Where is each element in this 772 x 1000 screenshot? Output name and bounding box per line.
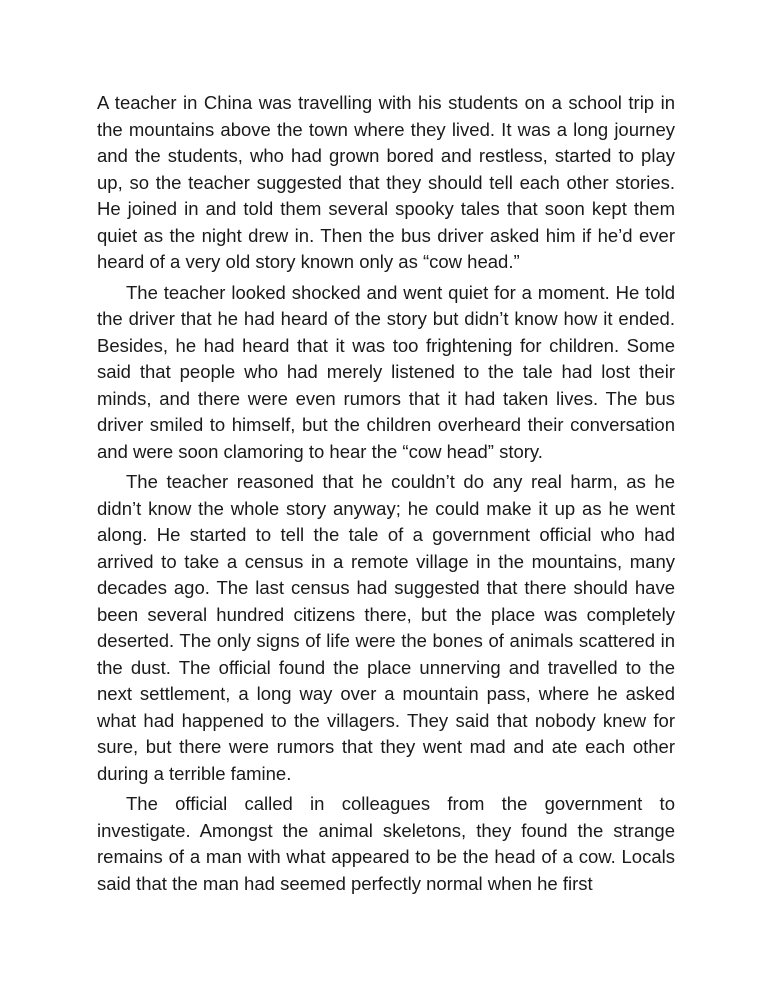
paragraph-2: The teacher looked shocked and went quiet for a moment. He told the driver that he had heard of the story but didn’t know how it ended. Besides, he had heard that it was too frightening for children. Some said that people who had merely listened to the tale had lost their minds, and there were even rumors that it had taken lives. The bus driver smiled to himself, but the children overheard their conversation and were soon clamoring to hear the “cow head” story.	[97, 281, 675, 462]
story-text	[97, 90, 675, 901]
paragraph-1: A teacher in China was travelling with his students on a school trip in the mountains above the town where they lived. It was a long journey and the students, who had grown bored and restless, started to play up, so the teacher suggested that they should tell each other stories. He joined in and told them several spooky tales that soon kept them quiet as the night drew in. Then the bus driver asked him if he’d ever heard of a very old story known only as “cow head.”	[97, 92, 675, 272]
paragraph-4: The official called in colleagues from the government to investigate. Amongst the animal skeletons, they found the strange remains of a man with what appeared to be the head of a cow. Locals said that the man had seemed perfectly normal when he first	[97, 793, 675, 894]
paragraph-3: The teacher reasoned that he couldn’t do any real harm, as he didn’t know the whole story anyway; he could make it up as he went along. He started to tell the tale of a government official who had arrived to take a census in a remote village in the mountains, many decades ago. The last census had suggested that there should have been several hundred citizens there, but the place was completely deserted. The only signs of life were the bones of animals scattered in the dust. The official found the place unnerving and travelled to the next settlement, a long way over a mountain pass, where he asked what had happened to the villagers. They said that nobody knew for sure, but there were rumors that they went mad and ate each other during a terrible famine.	[97, 471, 675, 784]
